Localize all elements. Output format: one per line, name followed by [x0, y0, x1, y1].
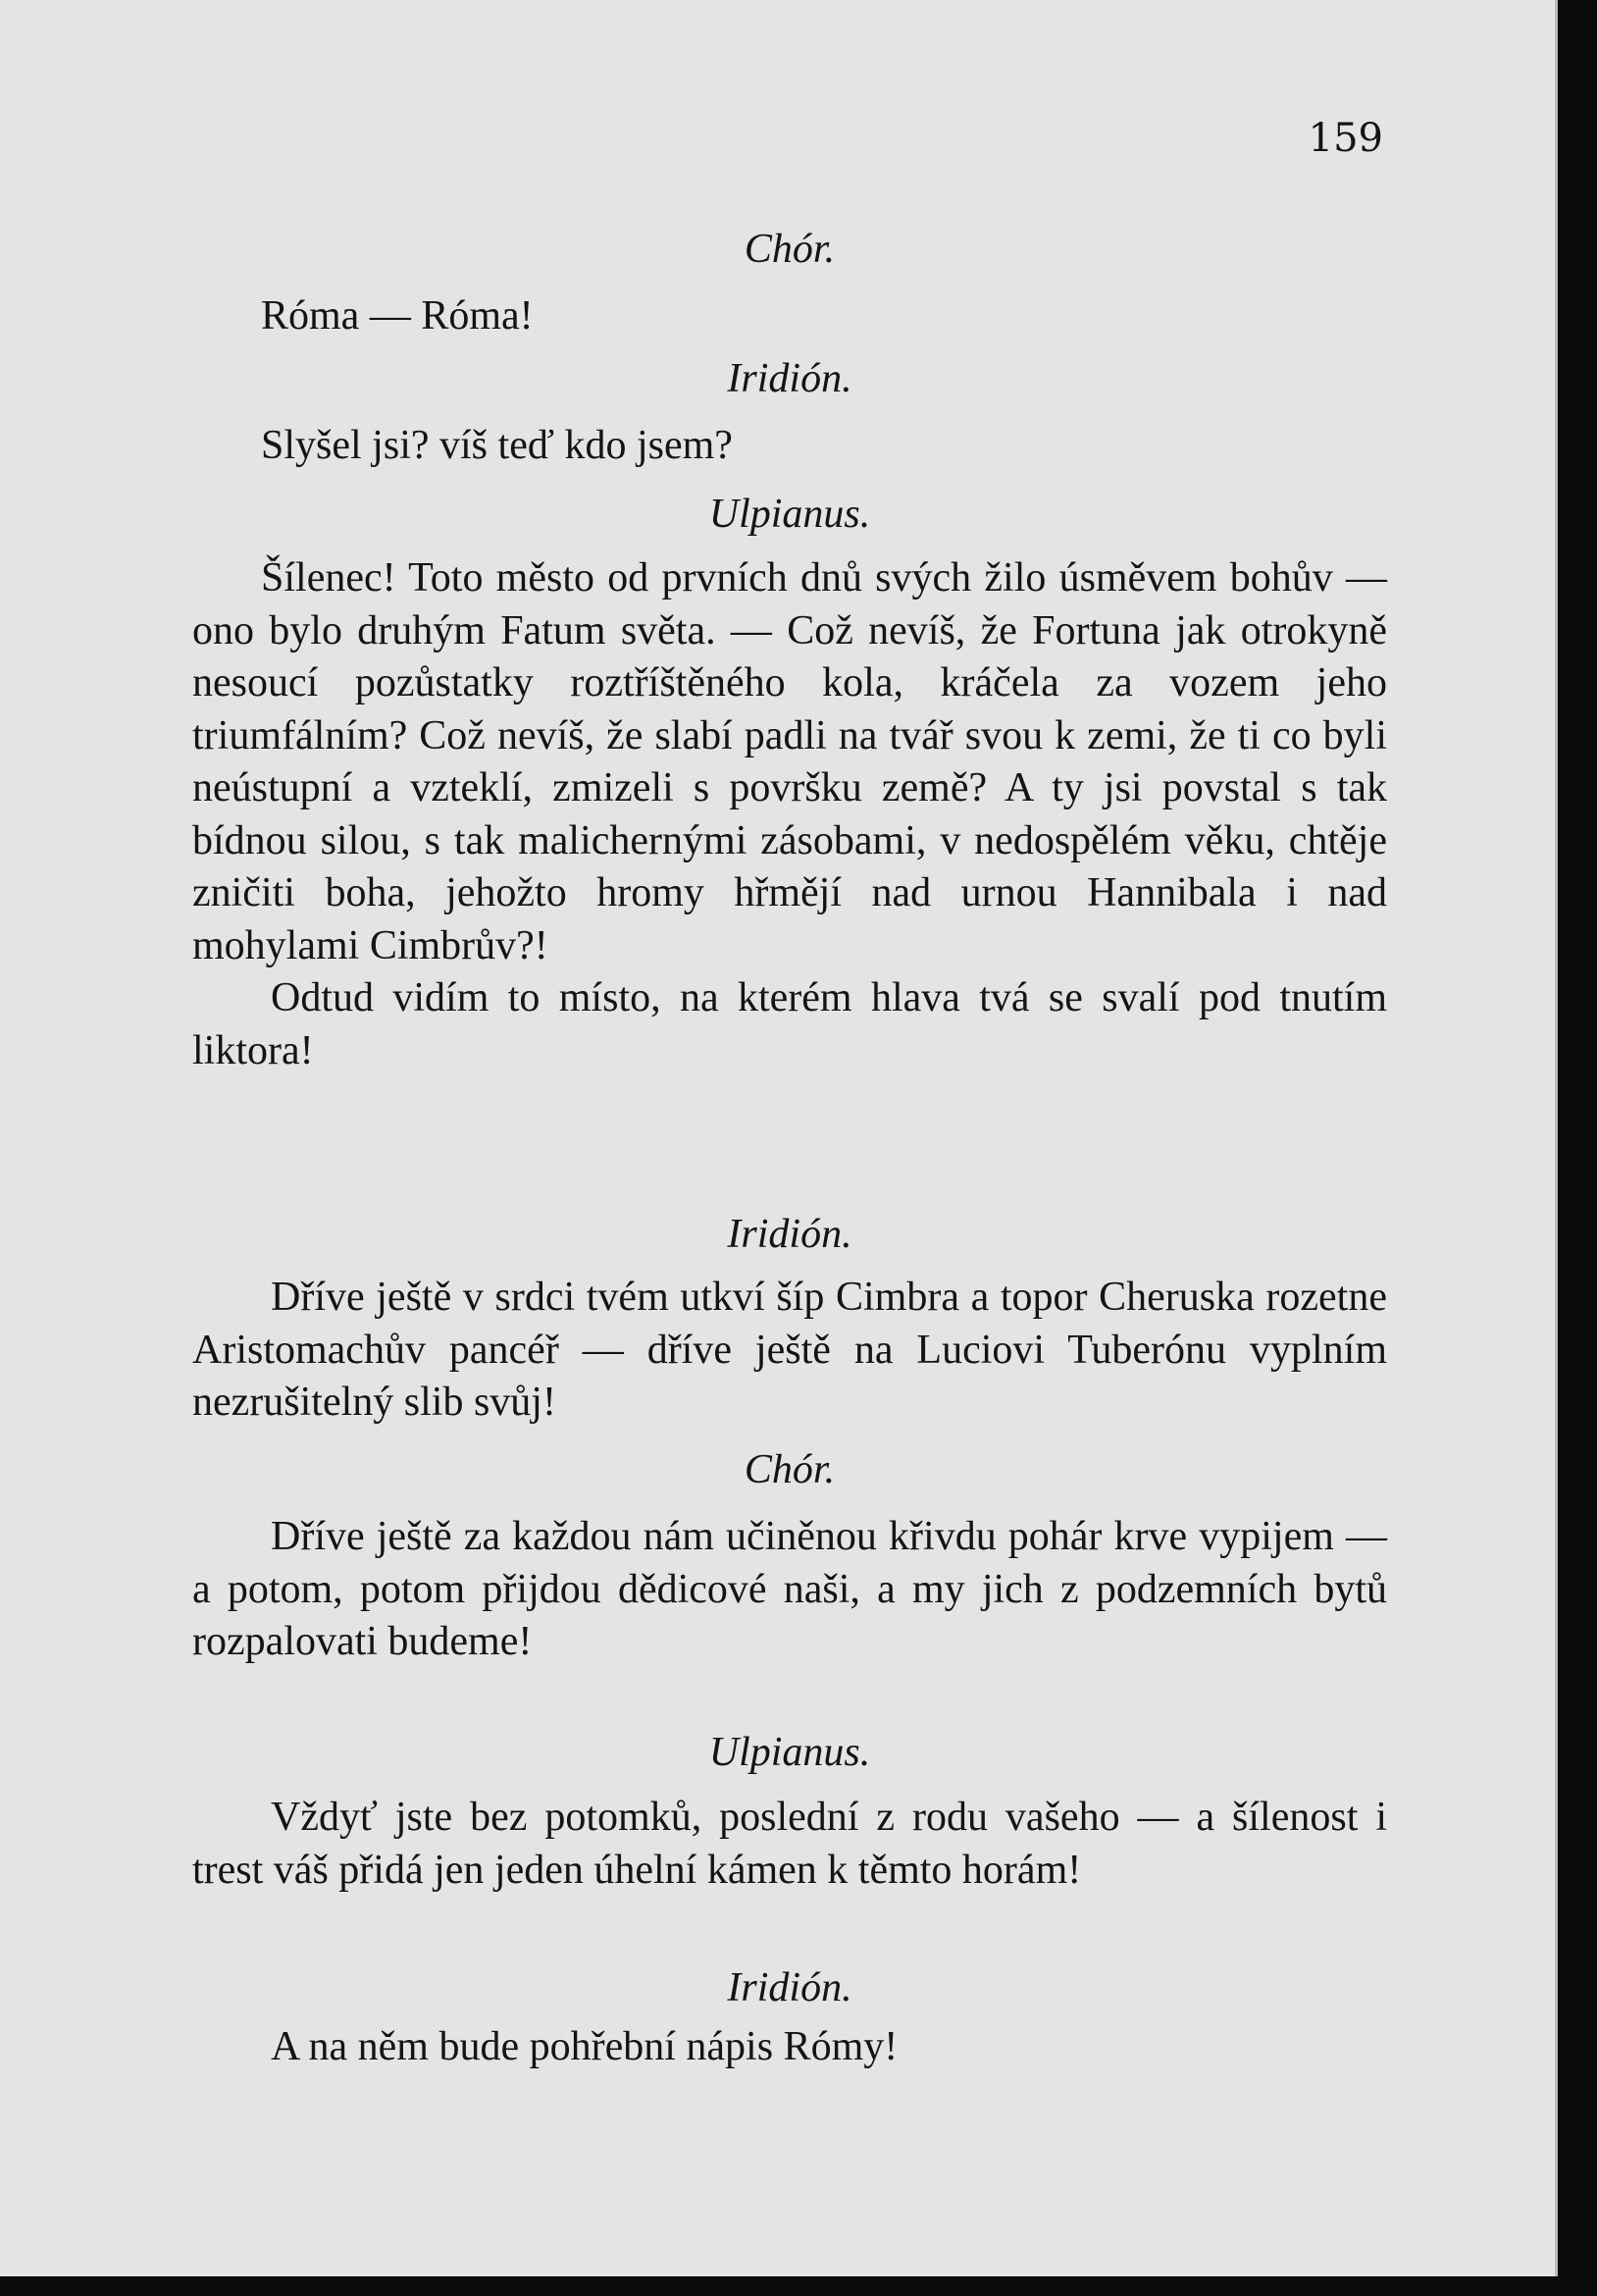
speech-paragraph: Dříve ještě v srdci tvém utkví šíp Cimbra a topor Cheruska rozetne Aristomachův pancéř — dříve ještě na Luciovi Tuberónu vyplním nezrušitelný slib svůj! [192, 1275, 1387, 1425]
speech-block [192, 420, 1387, 473]
speaker-heading: Iridión. [727, 356, 852, 401]
speech-block [192, 2021, 1387, 2074]
speaker-heading: Ulpianus. [708, 492, 871, 537]
speech-block [192, 1272, 1387, 1430]
speech-paragraph: Dříve ještě za každou nám učiněnou křivdu pohár krve vypijem — a potom, potom přijdou dědicové naši, a my jich z podzemních bytů rozpalovati budeme! [192, 1514, 1387, 1664]
speaker-heading: Chór. [744, 1447, 836, 1492]
speech-block [192, 1511, 1387, 1669]
speech-paragraph: Róma — Róma! [261, 293, 534, 339]
speech-paragraph: Šílenec! Toto město od prvních dnů svých žilo úsměvem bohův — ono bylo druhým Fatum světa. — Což nevíš, že Fortuna jak otrokyně nesoucí pozůstatky roztříštěného kola, kráčela za vozem jeho triumfálním? Což nevíš, že slabí padli na tvář svou k zemi, že ti co byli neústupní a vzteklí, zmizeli s površku země? A ty jsi povstal s tak bídnou silou, s tak malichernými zásobami, v nedospělém věku, chtěje zničiti boha, jehožto hromy hřmějí nad urnou Hannibala i nad mohylami Cimbrův?! [192, 555, 1387, 968]
speaker-heading: Chór. [744, 227, 836, 272]
speaker-heading: Ulpianus. [708, 1730, 871, 1775]
speech-block [192, 552, 1387, 1077]
speaker-heading: Iridión. [727, 1212, 852, 1257]
speech-paragraph: Slyšel jsi? víš teď kdo jsem? [261, 423, 733, 468]
speech-paragraph: Odtud vidím to místo, na kterém hlava tvá se svalí pod tnutím liktora! [192, 975, 1387, 1073]
speech-block [192, 1792, 1387, 1897]
speaker-heading: Iridión. [727, 1965, 852, 2010]
speech-paragraph: A na něm bude pohřební nápis Rómy! [271, 2024, 899, 2069]
speech-block [192, 290, 1387, 343]
speech-paragraph: Vždyť jste bez potomků, poslední z rodu vašeho — a šílenost i trest váš přidá jen jeden úhelní kámen k těmto horám! [192, 1795, 1387, 1893]
page-number: 159 [1308, 116, 1383, 161]
